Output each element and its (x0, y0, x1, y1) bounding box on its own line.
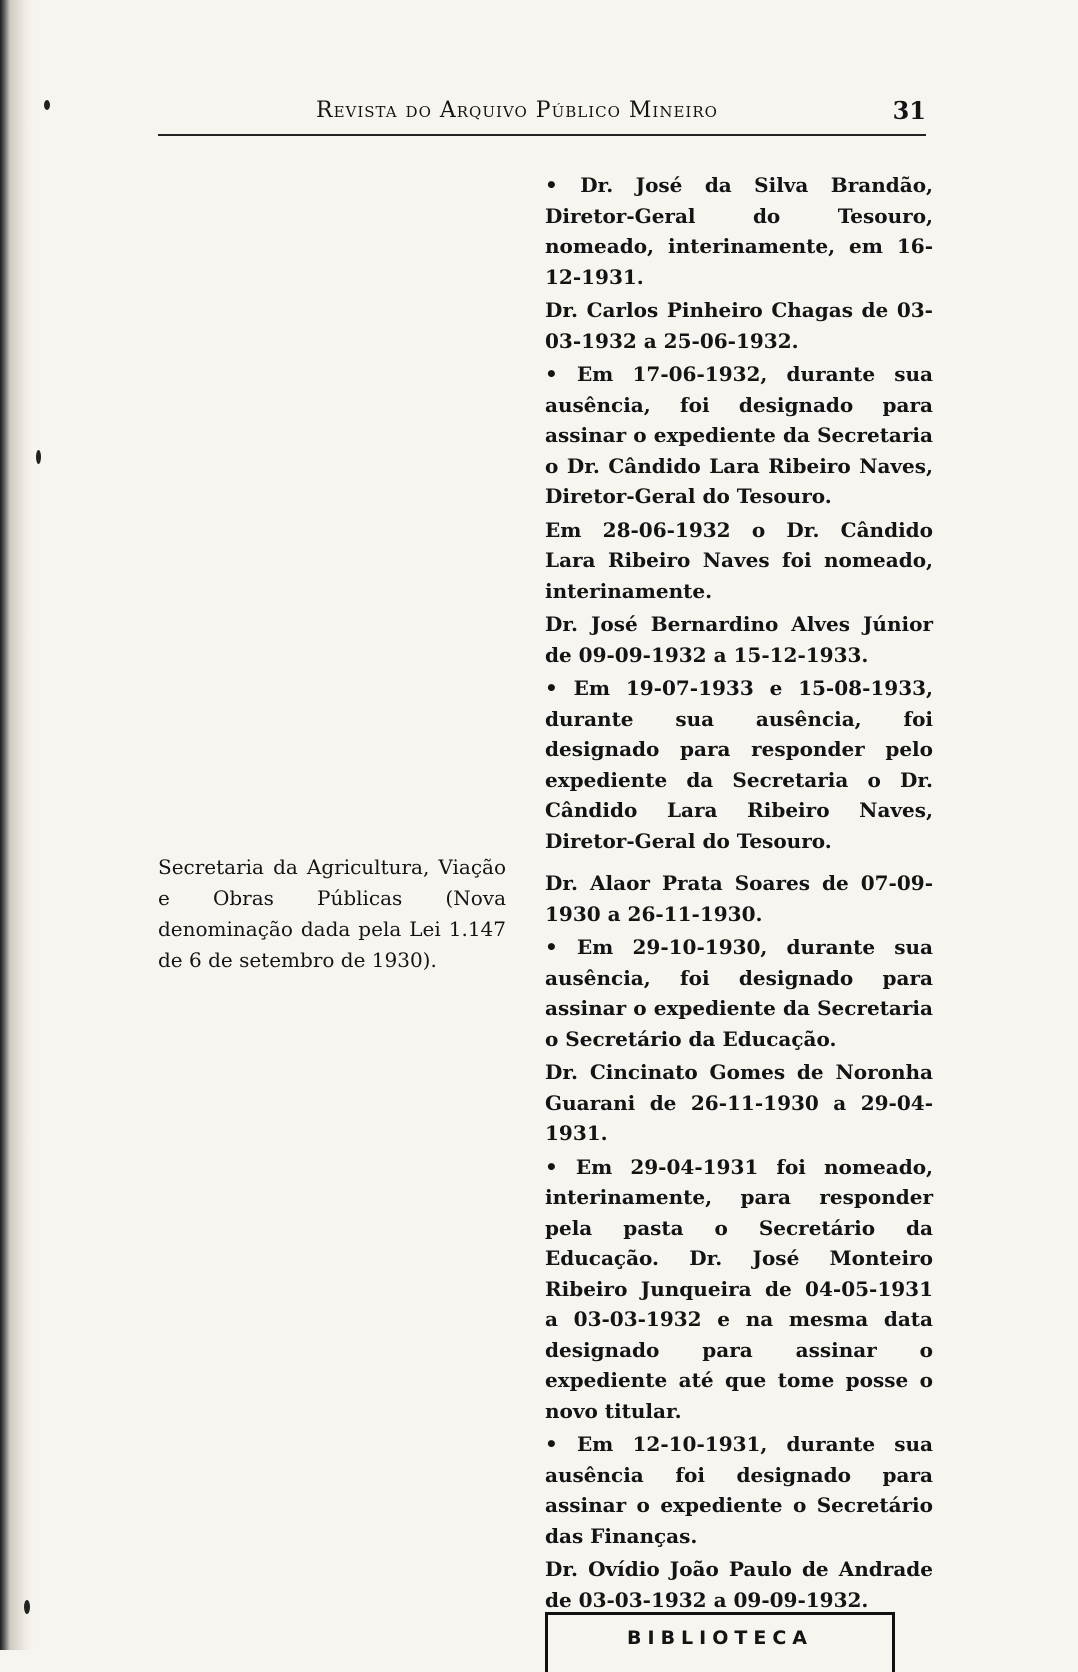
entry-paragraph: Em 28-06-1932 o Dr. Cândido Lara Ribeiro Naves foi nomeado, interinamente. (545, 517, 933, 603)
section-heading: Secretaria da Agricultura, Viação e Obras Públicas (Nova denominação dada pela Lei 1.147 de 6 de setembro de 1930). (158, 855, 506, 972)
entry-paragraph: • Dr. José da Silva Brandão, Diretor-Geral do Tesouro, nomeado, interinamente, em 16-12-1931. (545, 173, 933, 289)
entry-paragraph: • Em 12-10-1931, durante sua ausência foi designado para assinar o expediente o Secretário das Finanças. (545, 1432, 933, 1548)
entry-paragraph: • Em 19-07-1933 e 15-08-1933, durante sua ausência, foi designado para responder pelo expediente da Secretaria o Dr. Cândido Lara Ribeiro Naves, Diretor-Geral do Tesouro. (545, 676, 933, 853)
binding-edge (0, 0, 34, 1650)
library-stamp (545, 1612, 895, 1672)
entry-paragraph: Dr. Alaor Prata Soares de 07-09-1930 a 26-11-1930. (545, 871, 933, 926)
entry-paragraph: Dr. Ovídio João Paulo de Andrade de 03-03-1932 a 09-09-1932. (545, 1557, 933, 1612)
left-column (158, 852, 506, 979)
page-number: 31 (892, 96, 926, 125)
entry-paragraph: Dr. Cincinato Gomes de Noronha Guarani de 26-11-1930 a 29-04-1931. (545, 1060, 933, 1145)
entry-paragraph: • Em 29-04-1931 foi nomeado, interinamente, para responder pela pasta o Secretário da Educação. Dr. José Monteiro Ribeiro Junqueira de 04-05-1931 a 03-03-1932 e na mesma data designado para assinar o expediente até que tome posse o novo titular. (545, 1154, 933, 1423)
entry-paragraph: Dr. José Bernardino Alves Júnior de 09-09-1932 a 15-12-1933. (545, 612, 933, 667)
stamp-text: BIBLIOTECA (627, 1627, 813, 1649)
scan-speck (24, 1600, 30, 1614)
right-column (545, 170, 933, 1618)
entry-paragraph: • Em 17-06-1932, durante sua ausência, foi designado para assinar o expediente da Secretaria o Dr. Cândido Lara Ribeiro Naves, Diretor-Geral do Tesouro. (545, 362, 933, 508)
scan-speck (44, 100, 50, 110)
entry-paragraph: • Em 29-10-1930, durante sua ausência, foi designado para assinar o expediente da Secretaria o Secretário da Educação. (545, 935, 933, 1051)
running-title: Revista do Arquivo Público Mineiro (316, 98, 718, 123)
block-gap (545, 859, 933, 868)
scan-speck (36, 450, 41, 464)
entry-paragraph: Dr. Carlos Pinheiro Chagas de 03-03-1932 a 25-06-1932. (545, 298, 933, 353)
page-header (158, 94, 926, 136)
